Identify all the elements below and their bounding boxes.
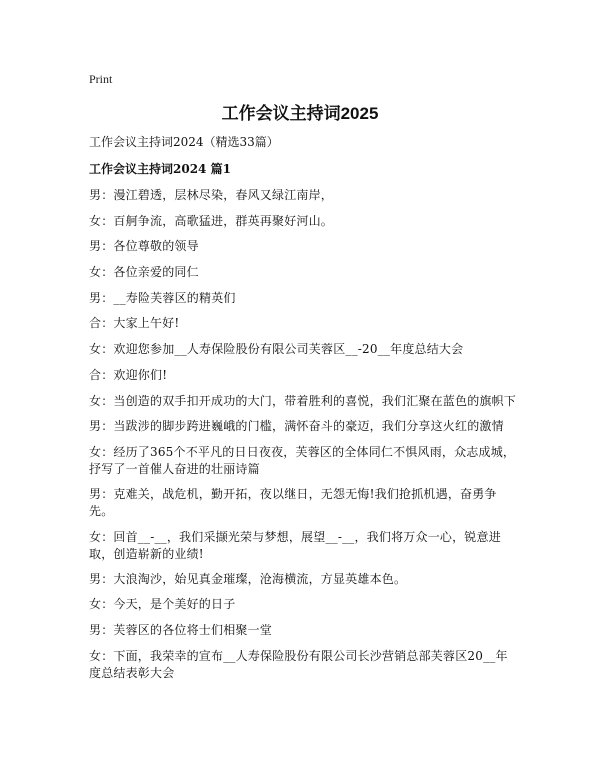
- document-title: 工作会议主持词2025: [221, 104, 379, 123]
- dialogue-line: 男：各位尊敬的领导: [89, 239, 199, 254]
- dialogue-line: 男：当跋涉的脚步跨进巍峨的门槛，满怀奋斗的豪迈，我们分享这火红的激情: [89, 419, 504, 434]
- dialogue-line: 合：大家上午好!: [89, 316, 180, 331]
- dialogue-line: 女：今天，是个美好的日子: [89, 597, 236, 612]
- dialogue-line: 女：欢迎您参加__人寿保险股份有限公司芙蓉区__-20__年度总结大会: [89, 342, 464, 357]
- dialogue-line: 男：漫江碧透，层林尽染，春风又绿江南岸，: [89, 188, 334, 202]
- dialogue-line: 女：回首__-__，我们采撷光荣与梦想，展望__-__，我们将万众一心，锐意进取，创造崭新的业绩!: [89, 529, 501, 561]
- dialogue-line: 合：欢迎你们!: [89, 367, 168, 382]
- dialogue-line: 女：下面，我荣幸的宣布__人寿保险股份有限公司长沙营销总部芙蓉区20__年度总结表彰大会: [89, 648, 508, 680]
- section-heading: 工作会议主持词2024 篇1: [89, 162, 231, 176]
- dialogue-line: 男：克难关，战危机，勤开拓，夜以继日，无怨无悔!我们抢抓机遇，奋勇争先。: [89, 486, 497, 518]
- dialogue-line: 女：当创造的双手扣开成功的大门，带着胜利的喜悦，我们汇聚在蓝色的旗帜下: [89, 393, 517, 408]
- dialogue-line: 男：大浪淘沙，始见真金璀璨，沧海横流，方显英雄本色。: [89, 571, 407, 586]
- dialogue-line: 女：各位亲爱的同仁: [89, 265, 199, 280]
- dialogue-line: 女：经历了365个不平凡的日日夜夜，芙蓉区的全体同仁不惧风雨，众志成城，抒写了一首催人奋进的壮丽诗篇: [89, 444, 516, 476]
- document-subtitle: 工作会议主持词2024（精选33篇）: [89, 135, 279, 149]
- dialogue-lines: [89, 187, 519, 690]
- dialogue-line: 男：__寿险芙蓉区的精英们: [89, 290, 236, 305]
- print-label: Print: [89, 72, 113, 86]
- dialogue-line: 男：芙蓉区的各位将士们相聚一堂: [89, 622, 273, 637]
- dialogue-line: 女：百舸争流，高歌猛进，群英再聚好河山。: [89, 213, 334, 228]
